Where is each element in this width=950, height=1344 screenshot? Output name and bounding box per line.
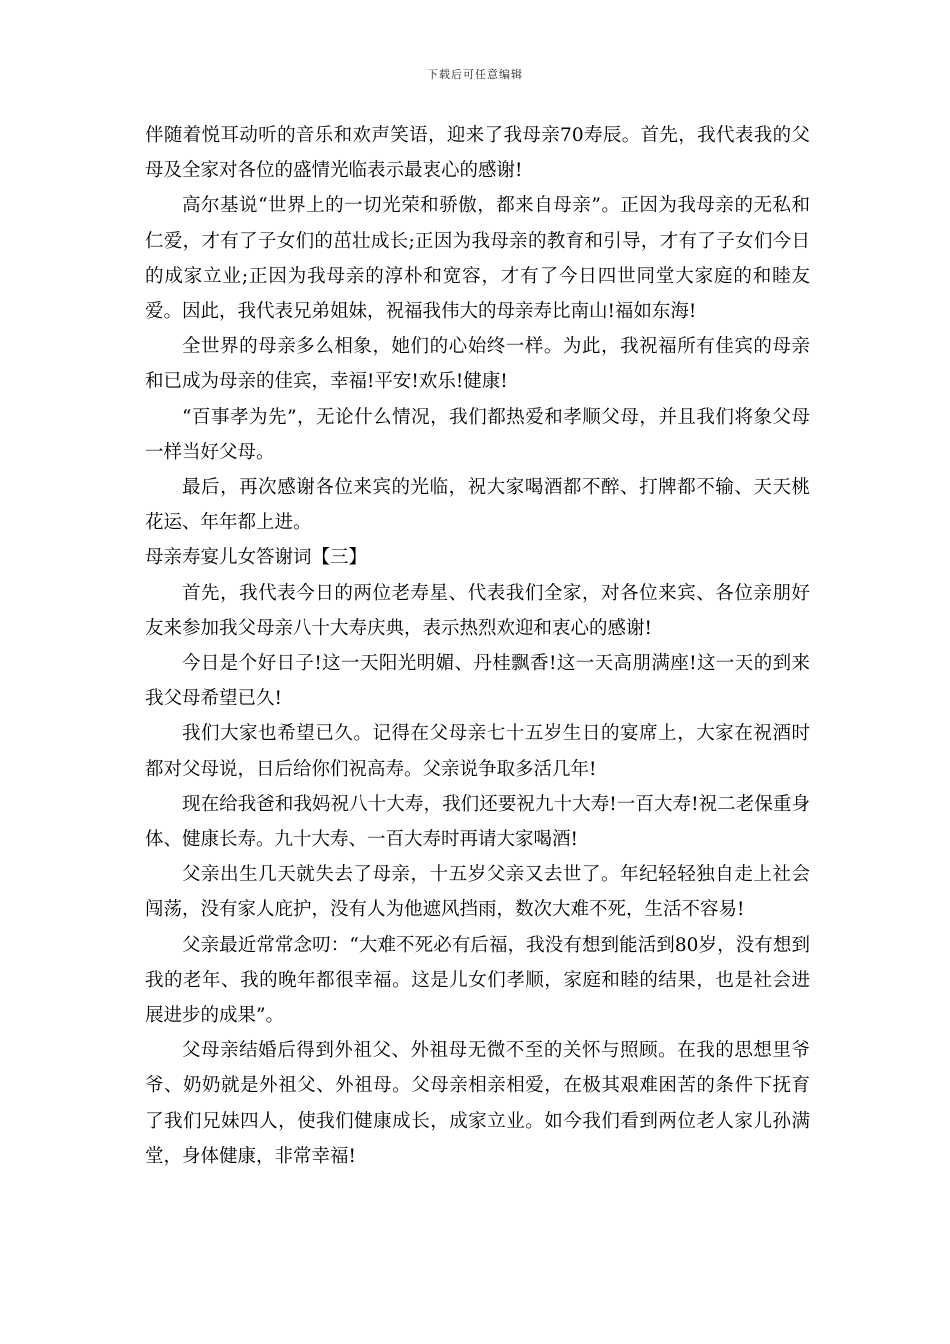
paragraph: 全世界的母亲多么相象，她们的心始终一样。为此，我祝福所有佳宾的母亲和已成为母亲的佳宾，幸福!平安!欢乐!健康! (145, 336, 810, 393)
paragraph: 高尔基说“世界上的一切光荣和骄傲，都来自母亲”。正因为我母亲的无私和仁爱，才有了子女们的茁壮成长;正因为我母亲的教育和引导，才有了子女们今日的成家立业;正因为我母亲的淳朴和宽容，才有了今日四世同堂大家庭的和睦友爱。因此，我代表兄弟姐妹，祝福我伟大的母亲寿比南山!福如东海! (145, 195, 810, 323)
paragraph: 父母亲结婚后得到外祖父、外祖母无微不至的关怀与照顾。在我的思想里爷爷、奶奶就是外祖父、外祖母。父母亲相亲相爱，在极其艰难困苦的条件下抚育了我们兄妹四人，使我们健康成长，成家立业。如今我们看到两位老人家儿孙满堂，身体健康，非常幸福! (145, 1040, 810, 1167)
paragraph: 父亲最近常常念叨：“大难不死必有后福，我没有想到能活到80岁，没有想到我的老年、我的晚年都很幸福。这是儿女们孝顺，家庭和睦的结果，也是社会进展进步的成果”。 (145, 934, 810, 1027)
paragraph: “百事孝为先”，无论什么情况，我们都热爱和孝顺父母，并且我们将象父母一样当好父母。 (145, 406, 810, 463)
paragraph: 首先，我代表今日的两位老寿星、代表我们全家，对各位来宾、各位亲朋好友来参加我父母亲八十大寿庆典，表示热烈欢迎和衷心的感谢! (145, 582, 810, 639)
paragraph: 最后，再次感谢各位来宾的光临，祝大家喝酒都不醉、打牌都不输、天天桃花运、年年都上进。 (145, 477, 810, 534)
paragraph: 父亲出生几天就失去了母亲，十五岁父亲又去世了。年纪轻轻独自走上社会闯荡，没有家人庇护，没有人为他遮风挡雨，数次大难不死，生活不容易! (145, 864, 810, 921)
section-heading: 母亲寿宴儿女答谢词【三】 (145, 547, 368, 569)
paragraph: 今日是个好日子!这一天阳光明媚、丹桂飘香!这一天高朋满座!这一天的到来我父母希望已久! (145, 653, 810, 710)
document-body (145, 118, 810, 1174)
paragraph: 现在给我爸和我妈祝八十大寿，我们还要祝九十大寿!一百大寿!祝二老保重身体、健康长寿。九十大寿、一百大寿时再请大家喝酒! (145, 793, 810, 851)
page-header: 下载后可任意编辑 (427, 68, 523, 81)
paragraph: 我们大家也希望已久。记得在父母亲七十五岁生日的宴席上，大家在祝酒时都对父母说，日后给你们祝高寿。父亲说争取多活几年! (145, 723, 810, 780)
paragraph: 伴随着悦耳动听的音乐和欢声笑语，迎来了我母亲70寿辰。首先，我代表我的父母及全家对各位的盛情光临表示最衷心的感谢! (145, 125, 810, 182)
